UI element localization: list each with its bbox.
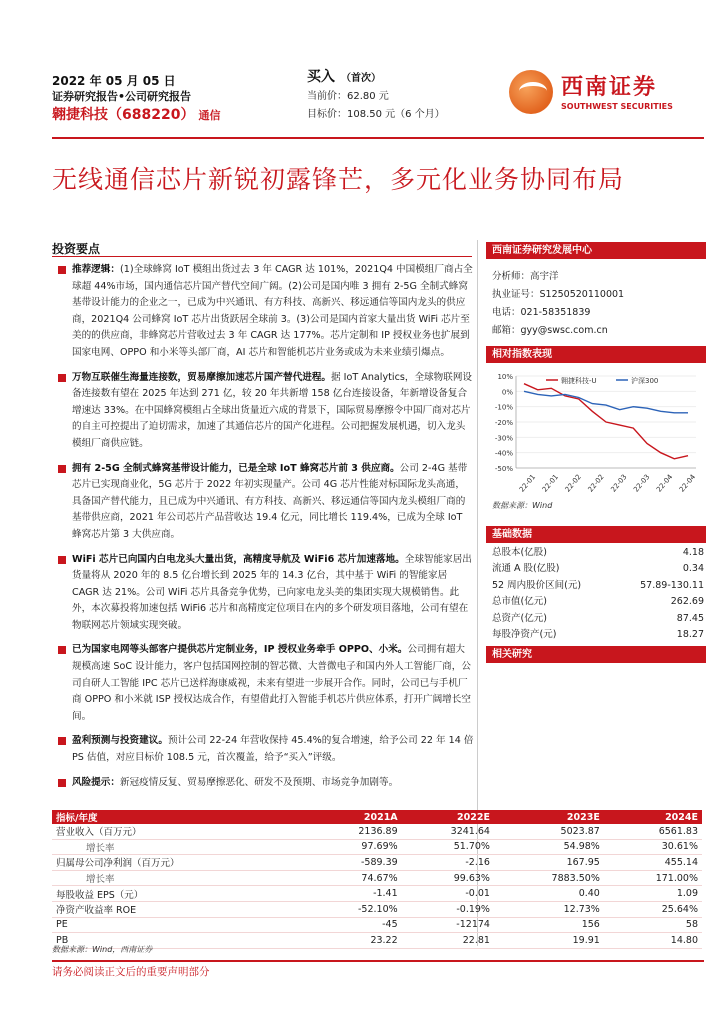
table-row (52, 886, 702, 902)
basic-label: 总市值(亿元) (492, 596, 547, 608)
series-line-1 (524, 391, 688, 413)
table-cell: -45 (309, 917, 402, 933)
table-cell: 12.73% (494, 901, 604, 917)
table-cell: 30.61% (604, 839, 702, 855)
analyst-info (492, 268, 624, 340)
table-row-label: PE (52, 917, 309, 933)
analyst-email[interactable]: 邮箱：gyy@swsc.com.cn (492, 325, 608, 336)
bullet-text: 全球智能家居出货量将从 2020 年的 8.5 亿台增长到 2025 年的 14.3 亿台，其中基于 WiFi 的智能家居 CAGR 达 21%。公司 WiFi 芯片具备竞争优势，已向家电龙头美的集团实现大规模销售。此外，本次募投将加速包括 WiFi6 芯片和高精度定位项目在内的多个研发项目落地，公司有望在物联网芯片领域实现突破。 (72, 553, 472, 631)
table-header-row (52, 810, 702, 824)
price-block (307, 88, 445, 124)
basic-row (492, 594, 704, 610)
table-cell: 25.64% (604, 901, 702, 917)
table-cell: -1.41 (309, 886, 402, 902)
basic-value: 57.89-130.11 (640, 579, 704, 591)
related-research-title: 相关研究 (486, 646, 706, 663)
table-cell: 22.81 (402, 933, 494, 949)
table-cell: 58 (604, 917, 702, 933)
table-cell: 156 (494, 917, 604, 933)
bullet-square-icon (58, 556, 66, 564)
x-tick-label: 22-04 (655, 472, 675, 494)
table-cell: 54.98% (494, 839, 604, 855)
table-cell: 74.67% (309, 870, 402, 886)
analyst-line: 电话：021-58351839 (492, 307, 591, 318)
table-cell: 14.80 (604, 933, 702, 949)
basic-value: 262.69 (670, 596, 704, 608)
footer-divider (52, 960, 704, 962)
table-row (52, 824, 702, 839)
table-cell: 6561.83 (604, 824, 702, 839)
report-type: 证券研究报告•公司研究报告 (52, 90, 192, 103)
legend-label: 沪深300 (631, 377, 659, 385)
bullet-lead: 拥有 2-5G 全制式蜂窝基带设计能力，已是全球 IoT 蜂窝芯片前 3 供应商。 (72, 462, 400, 474)
bullet-square-icon (58, 465, 66, 473)
bullet-square-icon (58, 646, 66, 654)
y-tick-label: -30% (494, 434, 513, 443)
bullet-item (56, 642, 474, 725)
chart-svg (486, 366, 704, 496)
table-cell: 2136.89 (309, 824, 402, 839)
current-price: 当前价：62.80 元 (307, 91, 389, 102)
table-row (52, 870, 702, 886)
report-date: 2022 年 05 月 05 日 (52, 74, 176, 88)
x-tick-label: 22-01 (517, 472, 538, 494)
x-tick-label: 22-02 (563, 472, 583, 494)
basic-row (492, 545, 704, 561)
table-header: 2022E (402, 810, 494, 824)
bullet-lead: 风险提示： (72, 776, 120, 788)
table-cell: 171.00% (604, 870, 702, 886)
rating-note: （首次） (341, 73, 381, 84)
bullet-item (56, 733, 474, 766)
bullet-item (56, 262, 474, 362)
report-title: 无线通信芯片新锐初露锋芒，多元化业务协同布局 (52, 165, 625, 194)
bullet-text: 预计公司 22-24 年营收保持 45.4%的复合增速，给予公司 22 年 14 倍 PS 估值，对应目标价 108.5 元，首次覆盖，给予“买入”评级。 (72, 735, 474, 764)
company-label: 翱捷科技（688220） (52, 107, 195, 123)
basic-data-list (492, 545, 704, 643)
chart-title: 相对指数表现 (486, 346, 706, 363)
table-cell: -52.10% (309, 901, 402, 917)
x-tick-label: 22-04 (677, 472, 698, 494)
table-cell: 0.40 (494, 886, 604, 902)
table-cell: 51.70% (402, 839, 494, 855)
table-cell: 455.14 (604, 855, 702, 871)
bullet-item (56, 461, 474, 544)
y-tick-label: 0% (501, 388, 513, 397)
rating-label: 买入 (307, 69, 335, 85)
table-row (52, 855, 702, 871)
basic-label: 流通 A 股(亿股) (492, 563, 560, 575)
table-row-label: 增长率 (52, 839, 309, 855)
y-tick-label: -20% (494, 419, 513, 427)
x-tick-label: 22-01 (540, 472, 560, 494)
bullet-text: 公司拥有超大规模高速 SoC 设计能力，客户包括国网控制的智芯微、大普微电子和国内外人工智能厂商，公司自研人工智能 IPC 芯片已送样海康威视，未来有望进一步展开合作。同时，公司已与手机厂商 OPPO 和小米就 ISP 授权达成合作，有望借此打入智能手机芯片供应体系，打开广阔增长空间。 (72, 644, 471, 722)
bullet-square-icon (58, 266, 66, 274)
y-tick-label: -40% (494, 449, 513, 458)
section-heading: 投资要点 (52, 242, 101, 256)
x-tick-label: 22-03 (609, 472, 629, 494)
table-cell: 97.69% (309, 839, 402, 855)
table-row-label: 归属母公司净利润（百万元） (52, 855, 309, 871)
table-cell: 5023.87 (494, 824, 604, 839)
bullet-text: 新冠疫情反复、贸易摩擦恶化、研发不及预期、市场竞争加剧等。 (119, 776, 399, 788)
bullet-square-icon (58, 737, 66, 745)
table-source: 数据来源：Wind，西南证券 (52, 945, 153, 954)
brand-logo (503, 66, 703, 126)
table-row-label: 净资产收益率 ROE (52, 901, 309, 917)
table-header: 2023E (494, 810, 604, 824)
table-cell: 19.91 (494, 933, 604, 949)
bullet-lead: 已为国家电网等头部客户提供芯片定制业务，IP 授权业务牵手 OPPO、小米。 (72, 644, 408, 656)
table-row (52, 839, 702, 855)
table-cell: 167.95 (494, 855, 604, 871)
table-header: 2024E (604, 810, 702, 824)
team-title: 西南证券研究发展中心 (486, 242, 706, 259)
logo-mark-icon (509, 70, 553, 114)
bullet-lead: WiFi 芯片已向国内白电龙头大量出货，高精度导航及 WiFi6 芯片加速落地。 (72, 553, 405, 565)
basic-row (492, 561, 704, 577)
table-row-label: PB (52, 933, 309, 949)
basic-data-title: 基础数据 (486, 526, 706, 543)
x-tick-label: 22-03 (632, 472, 652, 494)
table-cell: -589.39 (309, 855, 402, 871)
analyst-line: 执业证号：S1250520110001 (492, 289, 625, 300)
table-header: 指标/年度 (52, 810, 309, 824)
legend-label: 翱捷科技-U (561, 377, 597, 385)
basic-label: 52 周内股价区间(元) (492, 579, 582, 591)
table-row (52, 917, 702, 933)
section-divider (52, 256, 472, 257)
basic-value: 4.18 (682, 547, 704, 558)
table-cell: 99.63% (402, 870, 494, 886)
table-cell: 1.09 (604, 886, 702, 902)
table-cell: -0.01 (402, 886, 494, 902)
header-divider (52, 137, 704, 139)
bullet-lead: 万物互联催生海量连接数，贸易摩擦加速芯片国产替代进程。 (72, 371, 332, 383)
footer-disclaimer[interactable]: 请务必阅读正文后的重要声明部分 (52, 966, 210, 978)
bullet-item (56, 775, 474, 792)
bullet-list (56, 262, 474, 799)
basic-label: 每股净资产(元) (492, 629, 557, 641)
bullet-square-icon (58, 374, 66, 382)
relative-index-chart (486, 366, 704, 496)
rating (307, 66, 381, 86)
basic-value: 87.45 (676, 612, 704, 624)
table-cell: -2.16 (402, 855, 494, 871)
bullet-square-icon (58, 779, 66, 787)
table-row (52, 901, 702, 917)
table-header: 2021A (309, 810, 402, 824)
analyst-line: 分析师：高宇洋 (492, 271, 559, 282)
x-tick-label: 22-02 (586, 472, 606, 494)
industry-label: 通信 (198, 109, 221, 122)
bullet-text: 公司 2-4G 基带芯片已实现商业化，5G 芯片于 2022 年初实现量产。公司 4G 芯片性能对标国际龙头高通，具备国产替代能力，且已成为中兴通讯、有方科技、高新兴、移远通信等国内龙头模组厂商的基带供应商，2021 年公司芯片产品营收达 19.4 亿元，同比增长 119.4%，已成为全球 IoT 蜂窝芯片第 3 大供应商。 (72, 462, 468, 540)
target-price: 目标价：108.50 元（6 个月） (307, 109, 445, 120)
table-row-label: 营业收入（百万元） (52, 824, 309, 839)
bullet-item (56, 370, 474, 453)
table-cell: -12174 (402, 917, 494, 933)
basic-row (492, 578, 704, 594)
bullet-lead: 盈利预测与投资建议。 (72, 735, 168, 747)
logo-cn: 西南证券 (561, 74, 658, 100)
y-tick-label: 10% (497, 373, 513, 381)
table-cell: 3241.64 (402, 824, 494, 839)
basic-label: 总股本(亿股) (492, 547, 547, 558)
table-body (52, 824, 702, 948)
basic-label: 总资产(亿元) (492, 612, 547, 624)
basic-value: 0.34 (682, 563, 704, 575)
table-row-label: 每股收益 EPS（元） (52, 886, 309, 902)
bullet-text: 据 IoT Analytics，全球物联网设备连接数有望在 2025 年达到 271 亿，较 20 年共新增 158 亿台连接设备，年新增设备复合增速达 33%。在中国蜂窝模组占全球出货量近六成的背景下，国际贸易摩擦令中国厂商对芯片的自主可控提出了迫切需求，加速了其通信芯片的国产化进程。公司把握发展机遇，切入龙头模组厂商供应链。 (72, 371, 473, 449)
table-row-label: 增长率 (52, 870, 309, 886)
y-tick-label: -50% (494, 465, 513, 473)
bullet-lead: 推荐逻辑： (72, 264, 120, 275)
logo-en: SOUTHWEST SECURITIES (561, 102, 673, 111)
basic-row (492, 627, 704, 643)
y-tick-label: -10% (494, 403, 513, 412)
table-cell: 7883.50% (494, 870, 604, 886)
table-cell: 23.22 (309, 933, 402, 949)
bullet-item (56, 552, 474, 635)
basic-row (492, 611, 704, 627)
company-name (52, 104, 220, 124)
financial-table (52, 810, 702, 949)
bullet-text: (1)全球蜂窝 IoT 模组出货过去 3 年 CAGR 达 101%，2021Q4 中国模组厂商占全球超 44%市场，国内通信芯片国产替代空间广阔。(2)公司是国内唯 3 拥有 2-5G 全制式蜂窝基带设计能力的企业之一，已成为中兴通讯、有方科技、高新兴、移远通信等国内龙头的供应商，2021Q4 公司蜂窝 IoT 芯片出货跃居全球前 3。(3)公司是国内首家大量出货 WiFi 芯片至美的的供应商，非蜂窝芯片营收过去 3 年 CAGR 达 177%。芯片定制和 IP 授权业务也扩展到国家电网、OPPO 和小米等头部厂商，AI 芯片和智能机芯片业务或成为未来业绩引爆点。 (72, 264, 473, 358)
chart-source: 数据来源：Wind (492, 501, 553, 510)
basic-value: 18.27 (676, 629, 704, 641)
table-cell: -0.19% (402, 901, 494, 917)
